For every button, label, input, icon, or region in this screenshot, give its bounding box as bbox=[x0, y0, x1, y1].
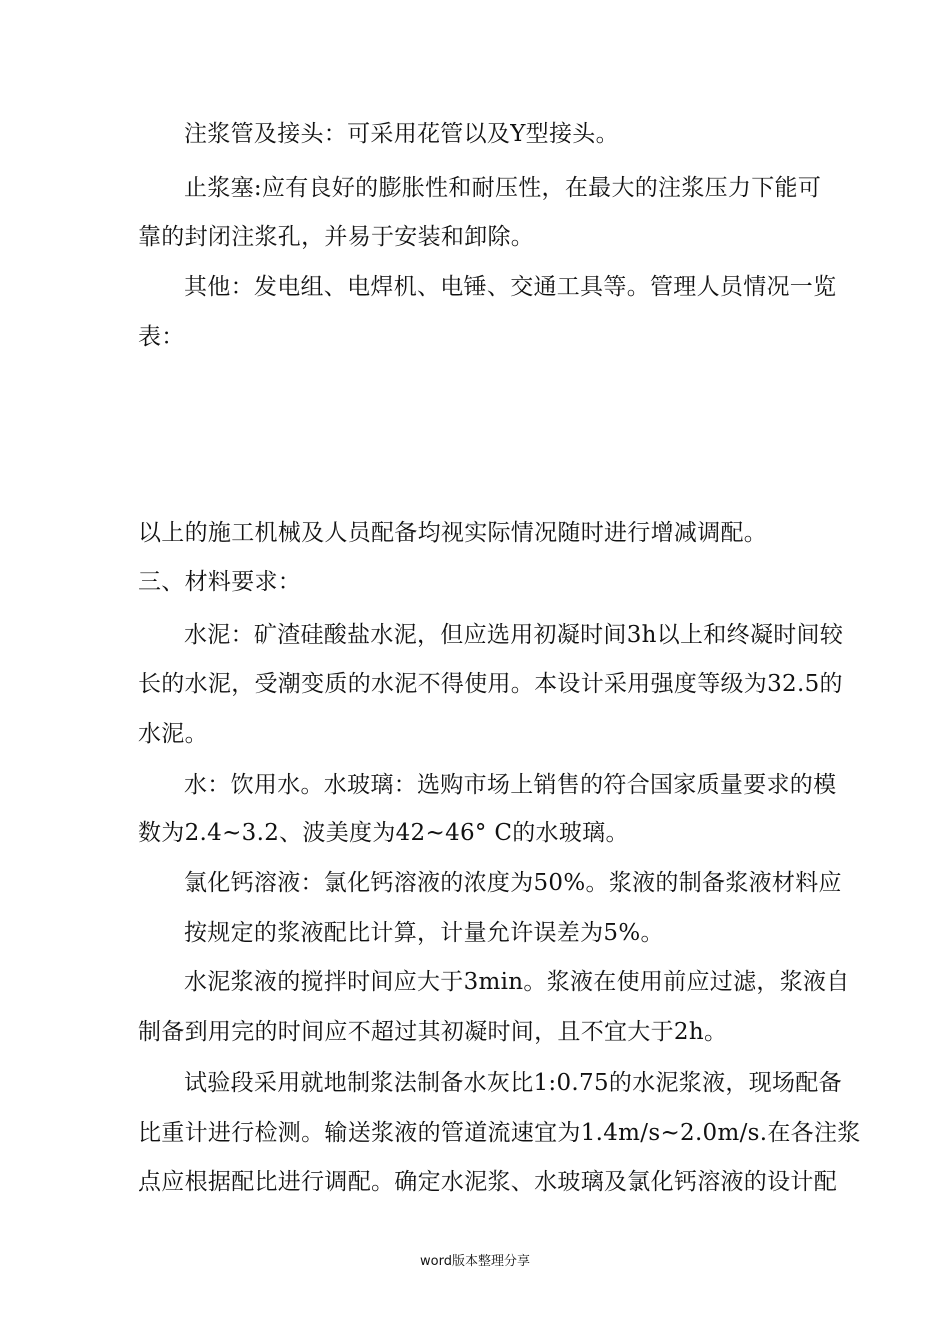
text-line: 水：饮用水。水玻璃：选购市场上销售的符合国家质量要求的模 bbox=[184, 772, 837, 798]
text-line: 水泥：矿渣硅酸盐水泥，但应选用初凝时间3h以上和终凝时间较 bbox=[184, 622, 844, 648]
text-line: 氯化钙溶液：氯化钙溶液的浓度为50%。浆液的制备浆液材料应 bbox=[184, 870, 842, 896]
page-footer: word版本整理分享 bbox=[420, 1254, 530, 1269]
text-line: 注浆管及接头：可采用花管以及Y型接头。 bbox=[184, 121, 619, 147]
text-line: 按规定的浆液配比计算，计量允许误差为5%。 bbox=[184, 920, 664, 946]
text-line: 表： bbox=[138, 324, 185, 350]
text-line: 制备到用完的时间应不超过其初凝时间，且不宜大于2h。 bbox=[138, 1019, 728, 1045]
text-line: 点应根据配比进行调配。确定水泥浆、水玻璃及氯化钙溶液的设计配 bbox=[138, 1169, 837, 1195]
text-line: 以上的施工机械及人员配备均视实际情况随时进行增减调配。 bbox=[138, 520, 768, 546]
text-line: 长的水泥，受潮变质的水泥不得使用。本设计采用强度等级为32.5的 bbox=[138, 671, 843, 697]
text-line: 靠的封闭注浆孔，并易于安装和卸除。 bbox=[138, 224, 535, 250]
text-line: 试验段采用就地制浆法制备水灰比1:0.75的水泥浆液，现场配备 bbox=[184, 1070, 842, 1096]
text-line: 水泥浆液的搅拌时间应大于3min。浆液在使用前应过滤，浆液自 bbox=[184, 969, 850, 995]
section-heading: 三、材料要求： bbox=[138, 569, 302, 595]
text-line: 比重计进行检测。输送浆液的管道流速宜为1.4m/s~2.0m/s.在各注浆 bbox=[138, 1120, 861, 1146]
text-line: 水泥。 bbox=[138, 721, 208, 747]
text-line: 止浆塞:应有良好的膨胀性和耐压性，在最大的注浆压力下能可 bbox=[184, 175, 822, 201]
text-line: 数为2.4~3.2、波美度为42~46° C的水玻璃。 bbox=[138, 820, 629, 846]
text-line: 其他：发电组、电焊机、电锤、交通工具等。管理人员情况一览 bbox=[184, 274, 837, 300]
